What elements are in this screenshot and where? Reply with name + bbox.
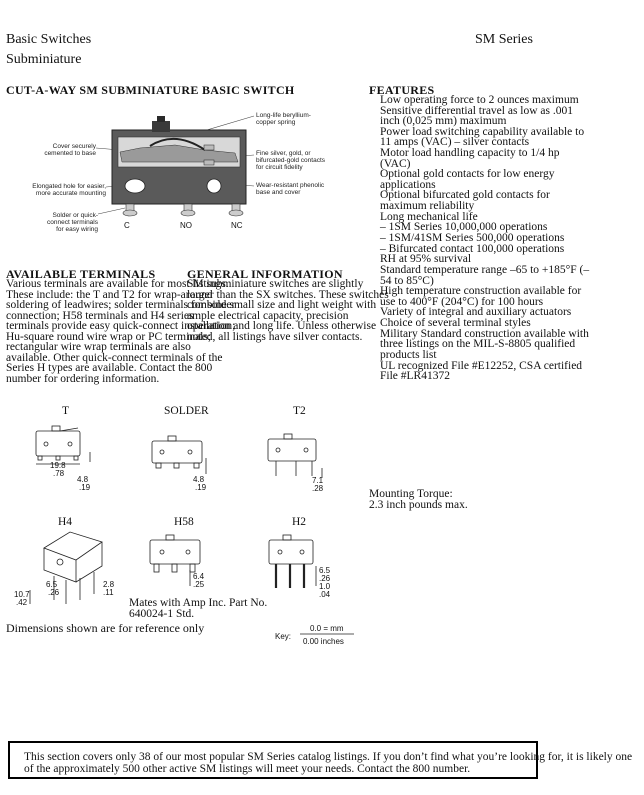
terminals-text: Various terminals are available for most listings. These include: the T and T2 for wrap-around soldering of leadwires; solder terminals for solder connection; H58 terminals and H4 series terminals provide easy quick-connect installation; Hu-square round wire wrap or PC terminals; rectangular wire wrap terminals are also available. Other quick-connect terminals of the Series H types are available. Contact the 800 number for ordering information. <box>6 278 236 385</box>
feature-item: RH at 95% survival <box>380 253 472 266</box>
feature-item: – 1SM Series 10,000,000 operations <box>380 221 548 234</box>
dim-h4-in3: .11 <box>103 588 114 597</box>
dim-t2-mm: 7.1 <box>312 476 324 485</box>
feature-item: High temperature construction available for use to 400°F (204°C) for 100 hours <box>380 285 582 308</box>
dim-t-in2: .19 <box>79 483 91 492</box>
header-subtitle: Subminiature <box>6 52 82 67</box>
terminals-title: AVAILABLE TERMINALS <box>6 267 156 281</box>
dim-h58-in: .25 <box>193 580 205 589</box>
dimensions-note: Dimensions shown are for reference only <box>6 621 205 635</box>
dim-h4-in2: .26 <box>48 588 60 597</box>
dim-h4-in: .42 <box>16 598 28 607</box>
feature-item: Motor load handling capacity to 1/4 hp (VAC) <box>380 147 560 170</box>
dim-t2-in: .28 <box>312 484 324 493</box>
dim-h4-mm3: 2.8 <box>103 580 115 589</box>
amp-note: Mates with Amp Inc. Part No. 640024-1 Std. <box>129 597 268 620</box>
feature-item: Standard temperature range –65 to +185°F (–54 to 85°C) <box>380 264 590 287</box>
drawing-label-h58: H58 <box>174 516 194 528</box>
mounting-label: Mounting Torque: <box>369 488 453 500</box>
drawing-label-t: T <box>62 405 70 417</box>
drawing-label-solder: SOLDER <box>164 405 209 417</box>
dim-t-mm: 19.8 <box>50 461 66 470</box>
key-inches: 0.00 inches <box>303 637 344 646</box>
dim-solder-in: .19 <box>195 483 207 492</box>
feature-item: Sensitive differential travel as low as .001 inch (0,025 mm) maximum <box>380 104 574 128</box>
drawing-label-h4: H4 <box>58 516 73 528</box>
callout-contacts: Fine silver, gold, or bifurcated-gold contacts for circuit fidelity <box>256 150 326 171</box>
dim-h4-mm: 10.7 <box>14 590 30 599</box>
header-title: Basic Switches <box>6 32 92 47</box>
feature-item: Optional bifurcated gold contacts for maximum reliability <box>380 189 550 212</box>
terminal-label-nc: NC <box>231 221 243 230</box>
dim-h58-mm: 6.4 <box>193 572 205 581</box>
callout-cover: Cover securely cemented to base <box>44 143 96 157</box>
key-label: Key: <box>275 632 292 641</box>
cutaway-title: CUT-A-WAY SM SUBMINIATURE BASIC SWITCH <box>6 83 295 97</box>
drawing-label-h2: H2 <box>292 516 307 528</box>
dim-h2-in2: .04 <box>319 590 331 599</box>
feature-item: Low operating force to 2 ounces maximum <box>380 94 579 106</box>
series-name: SM Series <box>475 32 533 47</box>
feature-item: – 1SM/41SM Series 500,000 operations <box>380 232 565 244</box>
features-title: FEATURES <box>369 83 435 97</box>
feature-item: Optional gold contacts for low energy applications <box>380 168 555 191</box>
dim-t-mm2: 4.8 <box>77 475 89 484</box>
feature-item: Choice of several terminal styles <box>380 317 531 330</box>
dim-h2-in: .26 <box>319 574 331 583</box>
general-title: GENERAL INFORMATION <box>187 267 343 281</box>
terminal-label-c: C <box>124 221 130 230</box>
mounting-value: 2.3 inch pounds max. <box>369 499 468 511</box>
dim-solder-mm: 4.8 <box>193 475 205 484</box>
dim-h4-mm2: 6.5 <box>46 580 58 589</box>
feature-item: Long mechanical life <box>380 210 478 223</box>
callout-phenolic: Wear-resistant phenolic base and cover <box>256 182 325 196</box>
feature-item: Variety of integral and auxiliary actuators <box>380 306 572 319</box>
dim-h2-mm: 6.5 <box>319 566 331 575</box>
key-mm: 0.0 = mm <box>310 624 344 633</box>
general-text: SM subminiature switches are slightly larger than the SX switches. These switches combine small size and light weight with ample electrical capacity, precision operation and long life. Unless otherwise noted, all listings have silver contacts. <box>187 278 389 343</box>
dim-t-in: .78 <box>53 469 65 478</box>
feature-item: UL recognized File #E12252, CSA certified File #LR41372 <box>380 359 583 382</box>
callout-spring: Long-life beryllium-copper spring <box>256 112 311 126</box>
callout-solder: Solder or quick-connect terminals for easy wiring <box>47 212 98 233</box>
drawing-label-t2: T2 <box>293 405 306 417</box>
footer-note: This section covers only 38 of our most popular SM Series catalog listings. If you don’t find what you’re looking for, it is likely one of the approximately 500 other active SM listings will meet your needs. Contact the 800 number. <box>24 751 633 775</box>
callout-hole: Elongated hole for easier, more accurate mounting <box>32 183 106 197</box>
terminal-label-no: NO <box>180 221 192 230</box>
feature-item: Power load switching capability available to 11 amps (VAC) – silver contacts <box>380 125 585 149</box>
feature-item: Military Standard construction available with three listings on the MIL-S-8805 qualified products list <box>380 327 589 361</box>
feature-item: – Bifurcated contact 100,000 operations <box>380 242 565 255</box>
dim-h2-mm2: 1.0 <box>319 582 331 591</box>
